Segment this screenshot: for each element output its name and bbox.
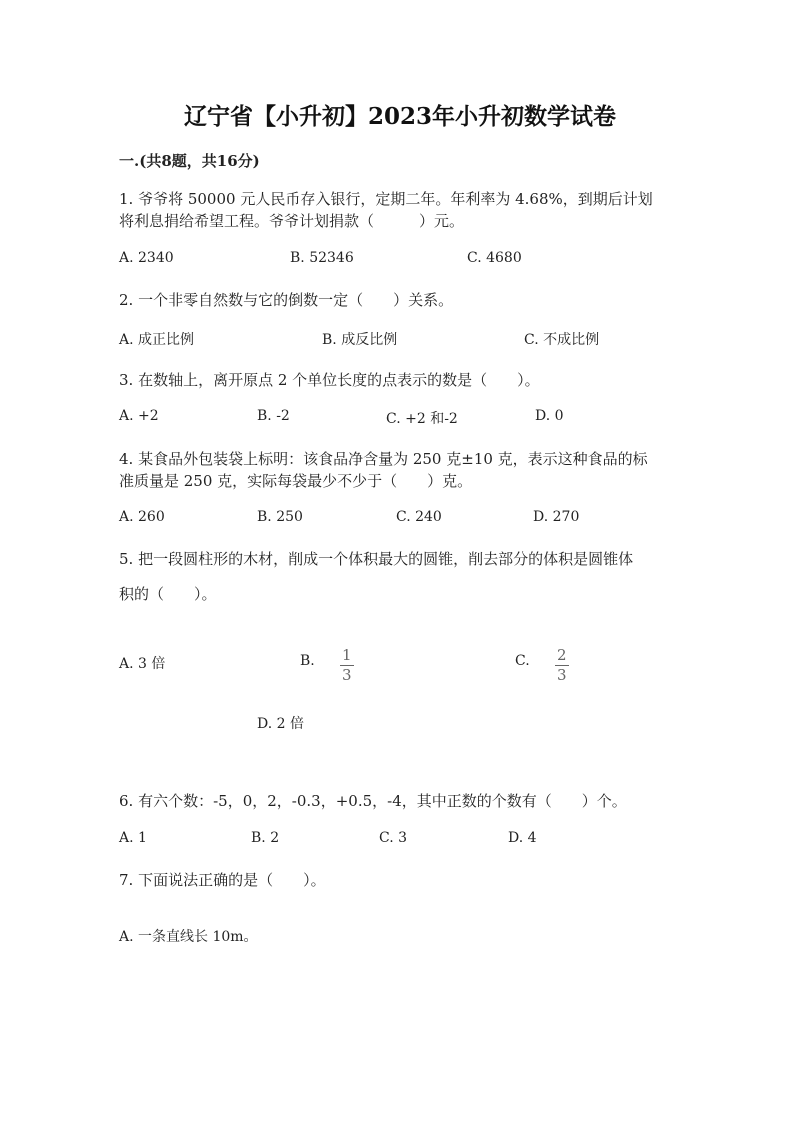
question-4-option-c: C. 240 <box>396 509 442 525</box>
question-2-line-1: 2. 一个非零自然数与它的倒数一定（ ）关系。 <box>119 291 454 309</box>
question-5-option-a: A. 3 倍 <box>119 656 166 672</box>
question-1-line-1: 1. 爷爷将 50000 元人民币存入银行，定期二年。年利率为 4.68%，到期后计划 <box>119 190 653 208</box>
fraction-numerator: 2 <box>557 646 567 664</box>
question-1-option-c: C. 4680 <box>467 250 522 266</box>
question-3-option-a: A. +2 <box>119 408 159 424</box>
question-3-option-d: D. 0 <box>535 408 564 424</box>
section-heading: 一.(共8题，共16分) <box>119 152 260 170</box>
question-1-line-2: 将利息捐给希望工程。爷爷计划捐款（ ）元。 <box>119 212 465 230</box>
question-4-line-1: 4. 某食品外包装袋上标明：该食品净含量为 250 克±10 克，表示这种食品的标 <box>119 450 648 468</box>
question-3-line-1: 3. 在数轴上，离开原点 2 个单位长度的点表示的数是（ ）。 <box>119 371 540 389</box>
question-7-option-a: A. 一条直线长 10m。 <box>119 929 258 945</box>
question-4-option-b: B. 250 <box>257 509 303 525</box>
question-4-option-a: A. 260 <box>119 509 165 525</box>
question-6-line-1: 6. 有六个数：-5，0，2，-0.3，+0.5，-4，其中正数的个数有（ ）个。 <box>119 792 627 810</box>
question-5-option-b-fraction <box>340 648 354 683</box>
question-5-option-b-label: B. <box>300 653 315 669</box>
fraction-denominator: 3 <box>557 666 567 684</box>
question-5-line-2: 积的（ ）。 <box>119 585 217 603</box>
fraction-denominator: 3 <box>342 666 352 684</box>
question-2-option-b: B. 成反比例 <box>322 332 398 348</box>
question-5-line-1: 5. 把一段圆柱形的木材，削成一个体积最大的圆锥，削去部分的体积是圆锥体 <box>119 550 634 568</box>
page-title: 辽宁省【小升初】2023年小升初数学试卷 <box>183 103 616 130</box>
question-3-option-c: C. +2 和-2 <box>386 411 458 427</box>
question-2-option-c: C. 不成比例 <box>524 332 600 348</box>
question-2-option-a: A. 成正比例 <box>119 332 195 348</box>
question-1-option-a: A. 2340 <box>119 250 174 266</box>
question-3-option-b: B. -2 <box>257 408 290 424</box>
question-6-option-d: D. 4 <box>508 830 537 846</box>
question-6-option-b: B. 2 <box>251 830 280 846</box>
question-7-line-1: 7. 下面说法正确的是（ ）。 <box>119 871 326 889</box>
question-4-line-2: 准质量是 250 克，实际每袋最少不少于（ ）克。 <box>119 472 473 490</box>
question-5-option-c-label: C. <box>515 653 530 669</box>
question-6-option-c: C. 3 <box>379 830 408 846</box>
question-1-option-b: B. 52346 <box>290 250 354 266</box>
question-5-option-c-fraction <box>555 648 569 683</box>
question-5-option-d: D. 2 倍 <box>257 716 304 732</box>
question-6-option-a: A. 1 <box>119 830 147 846</box>
question-4-option-d: D. 270 <box>533 509 580 525</box>
fraction-numerator: 1 <box>342 646 352 664</box>
